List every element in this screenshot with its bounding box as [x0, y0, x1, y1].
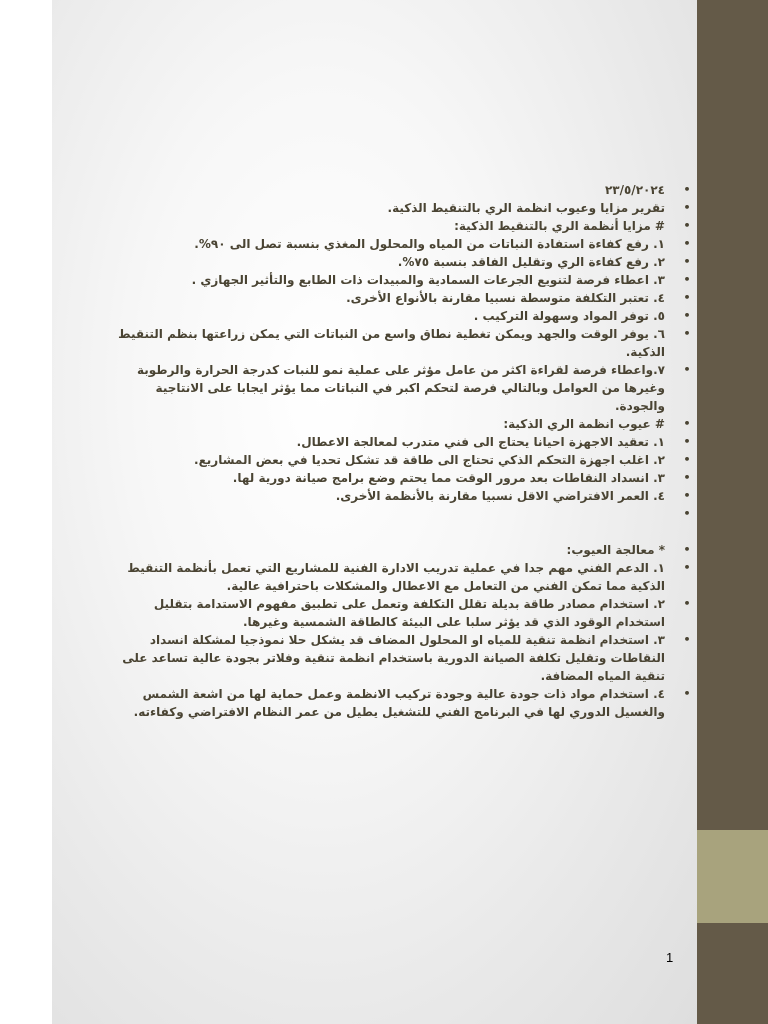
list-item-advantage-5 — [110, 307, 691, 325]
list-item-advantage-1 — [110, 235, 691, 253]
list-item-remedies-heading — [110, 541, 691, 559]
bullet-icon: • — [683, 237, 691, 250]
bullet-icon: • — [683, 417, 691, 430]
item-text: ١. رفع كفاءة استفادة النباتات من المياه والمحلول المغذي بنسبة تصل الى ٩٠%. — [194, 237, 665, 251]
list-item-remedy-2 — [110, 595, 691, 631]
item-text: ٥. توفر المواد وسهولة التركيب . — [473, 309, 665, 323]
bullet-icon: • — [683, 471, 691, 484]
list-item-disadvantage-2 — [110, 451, 691, 469]
bullet-icon: • — [683, 273, 691, 286]
page-number: 1 — [666, 950, 674, 965]
decorative-side-accent — [697, 830, 768, 923]
bullet-icon: • — [683, 633, 691, 646]
item-text: ٢. رفع كفاءة الري وتقليل الفاقد بنسبة ٧٥%. — [397, 255, 665, 269]
list-item-remedy-3 — [110, 631, 691, 685]
bullet-icon: • — [683, 453, 691, 466]
item-text: ١. الدعم الفني مهم جدا في عملية تدريب الادارة الفنية للمشاريع التي تعمل بأنظمة التنقيط الذكية مما تمكن الفني من التعامل مع الاعطال والمشكلات باحترافية عالية. — [127, 561, 665, 593]
item-text: ٢. استخدام مصادر طاقة بديلة تقلل التكلفة وتعمل على تطبيق مفهوم الاستدامة بتقليل استخدام الوقود الذي قد يؤثر سلبا على البيئة كالطاقة الشمسية وغيرها. — [153, 597, 665, 629]
bullet-icon: • — [683, 435, 691, 448]
bullet-icon: • — [683, 489, 691, 502]
item-text: ٢٣/٥/٢٠٢٤ — [604, 183, 665, 197]
item-text: ٢. اغلب اجهزة التحكم الذكي تحتاج الى طاقة قد تشكل تحديا في بعض المشاريع. — [194, 453, 665, 467]
list-item-disadvantage-1 — [110, 433, 691, 451]
list-item-advantage-6 — [110, 325, 691, 361]
item-text: ٣. اعطاء فرصة لتنويع الجرعات السمادية والمبيدات ذات الطابع والتأثير الجهازي . — [191, 273, 665, 287]
list-item-advantages-heading — [110, 217, 691, 235]
item-text: ٤. استخدام مواد ذات جودة عالية وجودة تركيب الانظمة وعمل حماية لها من اشعة الشمس والغسيل الدوري لها في البرنامج الفني للتشغيل يطيل من عمر النظام الافتراضي وكفاءته. — [133, 687, 665, 719]
bullet-icon: • — [683, 363, 691, 376]
bullet-icon: • — [683, 597, 691, 610]
bullet-icon: • — [683, 291, 691, 304]
list-item-date — [110, 181, 691, 199]
list-item-report-title — [110, 199, 691, 217]
bullet-icon: • — [683, 183, 691, 196]
item-text: ٣. استخدام انظمة تنقية للمياه او المحلول المضاف قد يشكل حلا نموذجيا لمشكلة انسداد النقاطات وتقليل تكلفة الصيانة الدورية باستخدام انظمة تنقية وفلاتر بجودة عالية تساعد على تنقية المياه المضافة. — [122, 633, 665, 683]
bullet-icon: • — [683, 561, 691, 574]
bullet-icon: • — [683, 327, 691, 340]
item-text: ٤. العمر الافتراضي الاقل نسبيا مقارنة بالأنظمة الأخرى. — [335, 489, 665, 503]
list-item-disadvantage-3 — [110, 469, 691, 487]
item-text: * معالجة العيوب: — [566, 543, 665, 557]
list-item-empty — [110, 505, 691, 523]
list-item-disadvantages-heading — [110, 415, 691, 433]
item-text: ٣. انسداد النقاطات بعد مرور الوقت مما يحتم وضع برامج صيانة دورية لها. — [232, 471, 665, 485]
item-text: # مزايا أنظمة الري بالتنقيط الذكية: — [454, 219, 665, 233]
bullet-icon: • — [683, 201, 691, 214]
bullet-icon: • — [683, 687, 691, 700]
list-spacer — [110, 523, 665, 541]
item-text: # عيوب انظمة الري الذكية: — [503, 417, 665, 431]
bullet-icon: • — [683, 543, 691, 556]
list-item-advantage-7 — [110, 361, 691, 415]
list-item-advantage-4 — [110, 289, 691, 307]
bullet-list — [110, 181, 691, 721]
list-item-disadvantage-4 — [110, 487, 691, 505]
bullet-icon: • — [683, 507, 691, 520]
bullet-icon: • — [683, 255, 691, 268]
bullet-icon: • — [683, 219, 691, 232]
item-text: ٦. يوفر الوقت والجهد ويمكن تغطية نطاق واسع من النباتات التي يمكن زراعتها بنظم التنقيط الذكية. — [118, 327, 665, 359]
list-item-remedy-4 — [110, 685, 691, 721]
item-text: تقرير مزايا وعيوب انظمة الري بالتنقيط الذكية. — [387, 201, 665, 215]
list-item-advantage-2 — [110, 253, 691, 271]
bullet-icon: • — [683, 309, 691, 322]
list-item-advantage-3 — [110, 271, 691, 289]
document-body — [110, 181, 691, 721]
item-text: ٤. تعتبر التكلفة متوسطة نسبيا مقارنة بالأنواع الأخرى. — [346, 291, 665, 305]
list-item-remedy-1 — [110, 559, 691, 595]
page-left-margin — [0, 0, 52, 1024]
item-text: ٧.واعطاء فرصة لقراءة اكثر من عامل مؤثر على عملية نمو للنبات كدرجة الحرارة والرطوبة وغيرها من العوامل وبالتالي فرصة لتحكم اكبر في النباتات مما يؤثر ايجابا على الانتاجية والجودة. — [136, 363, 665, 413]
item-text: ١. تعقيد الاجهزة احيانا يحتاج الى فني متدرب لمعالجة الاعطال. — [296, 435, 665, 449]
